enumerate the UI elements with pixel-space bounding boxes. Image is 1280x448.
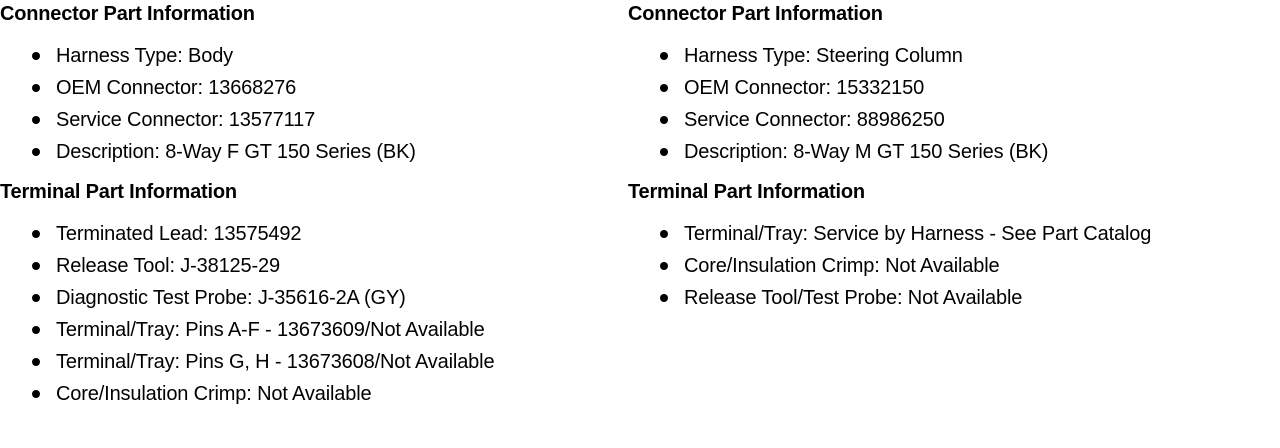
right-connector-part-information-list (628, 24, 1280, 168)
list-item (0, 346, 625, 378)
list-item-label: OEM Connector: 15332150 (684, 77, 925, 99)
list-item-label: Service Connector: 88986250 (684, 109, 945, 131)
list-item (0, 282, 625, 314)
list-item (628, 136, 1280, 168)
list-item-label: OEM Connector: 13668276 (56, 77, 297, 99)
bullet-icon (660, 294, 668, 302)
list-item-label: Release Tool/Test Probe: Not Available (684, 287, 1023, 309)
list-item-label: Terminal/Tray: Pins G, H - 13673608/Not Available (56, 351, 495, 373)
list-item-label: Terminal/Tray: Service by Harness - See Part Catalog (684, 223, 1152, 245)
list-item (628, 72, 1280, 104)
list-item (0, 218, 625, 250)
right-column (628, 0, 1280, 314)
right-terminal-part-information-list (628, 202, 1280, 314)
list-item (0, 314, 625, 346)
bullet-icon (32, 52, 40, 60)
list-item-label: Description: 8-Way M GT 150 Series (BK) (684, 141, 1049, 163)
list-item-label: Core/Insulation Crimp: Not Available (56, 383, 372, 405)
list-item (628, 250, 1280, 282)
list-item (0, 40, 625, 72)
list-item-label: Harness Type: Steering Column (684, 45, 963, 67)
list-item (0, 250, 625, 282)
list-item-label: Diagnostic Test Probe: J-35616-2A (GY) (56, 287, 406, 309)
list-item (0, 72, 625, 104)
bullet-icon (32, 84, 40, 92)
left-connector-part-information-heading: Connector Part Information (0, 3, 255, 25)
list-item (0, 136, 625, 168)
list-item (628, 104, 1280, 136)
list-item-label: Service Connector: 13577117 (56, 109, 316, 131)
list-item (628, 218, 1280, 250)
bullet-icon (660, 148, 668, 156)
list-item (628, 282, 1280, 314)
list-item (628, 40, 1280, 72)
right-terminal-part-information-heading: Terminal Part Information (628, 181, 865, 203)
list-item-label: Core/Insulation Crimp: Not Available (684, 255, 1000, 277)
list-item-label: Harness Type: Body (56, 45, 234, 67)
left-connector-part-information-list (0, 24, 625, 168)
bullet-icon (660, 52, 668, 60)
bullet-icon (32, 294, 40, 302)
list-item-label: Release Tool: J-38125-29 (56, 255, 280, 277)
left-terminal-part-information-list (0, 202, 625, 410)
bullet-icon (32, 358, 40, 366)
list-item-label: Terminal/Tray: Pins A-F - 13673609/Not Available (56, 319, 485, 341)
list-item (0, 104, 625, 136)
left-terminal-part-information-heading: Terminal Part Information (0, 181, 237, 203)
bullet-icon (660, 84, 668, 92)
bullet-icon (32, 326, 40, 334)
bullet-icon (660, 230, 668, 238)
bullet-icon (660, 262, 668, 270)
left-column (0, 0, 625, 410)
bullet-icon (660, 116, 668, 124)
list-item-label: Terminated Lead: 13575492 (56, 223, 302, 245)
list-item (0, 378, 625, 410)
right-connector-part-information-heading: Connector Part Information (628, 3, 883, 25)
bullet-icon (32, 230, 40, 238)
list-item-label: Description: 8-Way F GT 150 Series (BK) (56, 141, 416, 163)
bullet-icon (32, 262, 40, 270)
bullet-icon (32, 116, 40, 124)
bullet-icon (32, 148, 40, 156)
bullet-icon (32, 390, 40, 398)
